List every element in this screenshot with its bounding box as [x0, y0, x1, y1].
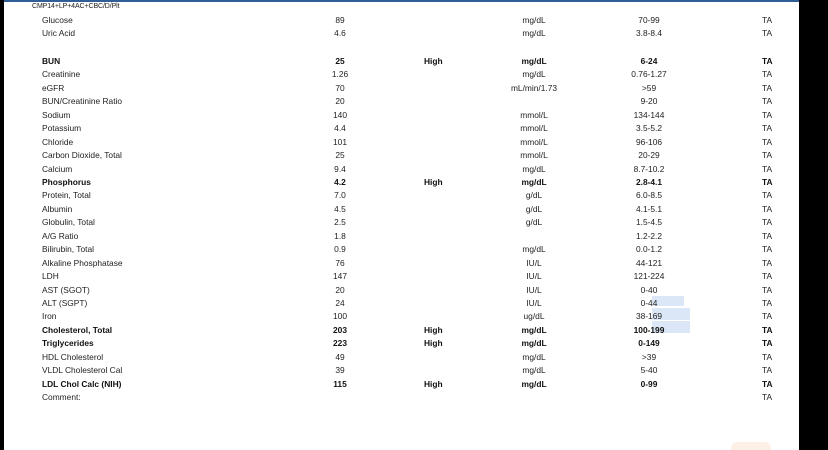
reference-range: 0-99: [640, 378, 658, 389]
test-name: ALT (SGPT): [42, 298, 88, 308]
test-name: HDL Cholesterol: [42, 351, 104, 362]
result-flag: High: [424, 338, 443, 349]
result-value: 4.4: [334, 123, 346, 134]
result-units: mg/dL: [522, 351, 546, 362]
table-row: [4, 351, 799, 364]
result-value: 49: [335, 351, 345, 362]
table-row: [4, 82, 799, 95]
lab-code: TA: [762, 351, 773, 362]
result-flag: High: [424, 324, 443, 335]
test-name: Bilirubin, Total: [42, 244, 94, 255]
header-rule: [4, 0, 799, 2]
result-units: mg/dL: [521, 176, 547, 187]
result-flag: High: [424, 176, 443, 187]
table-row: [4, 136, 799, 149]
test-name: BUN: [42, 55, 61, 66]
table-row: [4, 149, 799, 162]
lab-code: TA: [762, 378, 773, 389]
table-row: [4, 163, 799, 176]
table-row: [4, 378, 799, 391]
lab-code: TA: [762, 96, 773, 107]
result-value: 4.2: [334, 176, 346, 187]
test-name: Potassium: [42, 123, 82, 134]
test-name: Iron: [42, 311, 57, 322]
lab-code: TA: [762, 150, 773, 161]
lab-report-page: [4, 0, 799, 450]
result-units: mg/dL: [522, 365, 546, 376]
table-row: [4, 391, 799, 404]
reference-range: 100-199: [633, 324, 665, 335]
result-units: mmol/L: [520, 150, 548, 161]
result-units: g/dL: [525, 203, 543, 214]
result-value: 20: [335, 284, 345, 295]
lab-code: TA: [762, 284, 773, 295]
reference-range: 20-29: [638, 150, 660, 161]
result-value: 70: [335, 82, 345, 93]
table-row: [4, 68, 799, 81]
test-name: Creatinine: [42, 69, 81, 80]
reference-range: >39: [641, 351, 657, 362]
table-row: [4, 297, 799, 310]
result-value: 2.5: [334, 217, 346, 228]
result-value: 20: [335, 96, 345, 107]
reference-range: 2.8-4.1: [635, 176, 663, 187]
table-row: [4, 324, 799, 337]
lab-code: TA: [762, 311, 773, 322]
result-value: 25: [335, 150, 345, 161]
result-value: 24: [335, 298, 345, 308]
result-units: mg/dL: [522, 28, 546, 39]
lab-code: TA: [762, 176, 773, 187]
reference-range: 0-40: [640, 284, 658, 295]
reference-range: 9-20: [640, 96, 658, 107]
lab-code: TA: [762, 69, 773, 80]
reference-range: 5-40: [640, 365, 658, 376]
table-row: [4, 216, 799, 229]
reference-range: 1.2-2.2: [635, 230, 663, 241]
table-row: [4, 243, 799, 256]
scroll-corner: [731, 442, 771, 450]
lab-code: TA: [762, 136, 773, 147]
lab-code: TA: [762, 217, 773, 228]
reference-range: 44-121: [635, 257, 663, 268]
lab-code: TA: [762, 203, 773, 214]
reference-range: 0-149: [638, 338, 660, 349]
table-row: [4, 55, 799, 68]
test-name: Cholesterol, Total: [42, 324, 113, 335]
table-row: [4, 27, 799, 40]
reference-range: >59: [641, 82, 657, 93]
reference-range: 3.5-5.2: [635, 123, 663, 134]
table-row: [4, 337, 799, 350]
result-value: 203: [333, 324, 347, 335]
result-value: 147: [333, 271, 347, 282]
result-value: 100: [333, 311, 347, 322]
result-units: g/dL: [525, 190, 543, 201]
reference-range: 6-24: [640, 55, 658, 66]
lab-code: TA: [762, 190, 773, 201]
result-value: 101: [333, 136, 347, 147]
lab-code: TA: [762, 392, 773, 403]
test-name: Sodium: [42, 109, 71, 120]
reference-range: 134-144: [633, 109, 665, 120]
reference-range: 3.8-8.4: [635, 28, 663, 39]
result-units: mg/dL: [522, 15, 546, 25]
reference-range: 4.1-5.1: [635, 203, 663, 214]
lab-code: TA: [762, 298, 773, 308]
table-row: [4, 176, 799, 189]
result-units: mL/min/1.73: [510, 82, 558, 93]
test-name: eGFR: [42, 82, 65, 93]
result-units: mg/dL: [522, 69, 546, 80]
lab-code: TA: [762, 55, 773, 66]
result-units: g/dL: [525, 217, 543, 228]
test-name: AST (SGOT): [42, 284, 90, 295]
test-name: Chloride: [42, 136, 74, 147]
test-name: BUN/Creatinine Ratio: [42, 96, 123, 107]
result-value: 223: [333, 338, 347, 349]
table-row: [4, 257, 799, 270]
table-row: [4, 270, 799, 283]
result-value: 4.6: [334, 28, 346, 39]
result-value: 140: [333, 109, 347, 120]
result-flag: High: [424, 55, 443, 66]
test-name: A/G Ratio: [42, 230, 79, 241]
result-units: IU/L: [526, 257, 542, 268]
result-units: IU/L: [526, 284, 542, 295]
result-value: 7.0: [334, 190, 346, 201]
lab-code: TA: [762, 15, 773, 25]
test-name: Glucose: [42, 15, 73, 25]
table-row: [4, 364, 799, 377]
result-value: 115: [333, 378, 347, 389]
test-name: Uric Acid: [42, 28, 76, 39]
test-name: VLDL Cholesterol Cal: [42, 365, 123, 376]
result-units: mg/dL: [521, 378, 547, 389]
lab-code: TA: [762, 230, 773, 241]
lab-code: TA: [762, 365, 773, 376]
table-row: [4, 189, 799, 202]
result-units: ug/dL: [523, 311, 545, 322]
table-row: [4, 14, 799, 27]
table-row: [4, 122, 799, 135]
reference-range: 1.5-4.5: [635, 217, 663, 228]
reference-range: 121-224: [633, 271, 665, 282]
test-name: Triglycerides: [42, 338, 94, 349]
test-name: Calcium: [42, 163, 73, 174]
reference-range: 38-169: [635, 311, 663, 322]
lab-code: TA: [762, 109, 773, 120]
lab-code: TA: [762, 28, 773, 39]
result-units: mg/dL: [521, 324, 547, 335]
table-row: [4, 230, 799, 243]
result-value: 4.5: [334, 203, 346, 214]
lab-code: TA: [762, 82, 773, 93]
result-units: mg/dL: [521, 55, 547, 66]
lab-code: TA: [762, 163, 773, 174]
reference-range: 0.0-1.2: [635, 244, 663, 255]
result-value: 1.8: [334, 230, 346, 241]
lab-code: TA: [762, 123, 773, 134]
lab-code: TA: [762, 257, 773, 268]
test-name: Carbon Dioxide, Total: [42, 150, 122, 161]
result-units: IU/L: [526, 271, 542, 282]
table-row: [4, 310, 799, 323]
table-row: [4, 95, 799, 108]
reference-range: 70-99: [638, 15, 660, 25]
reference-range: 96-106: [635, 136, 663, 147]
result-units: mmol/L: [520, 123, 548, 134]
result-units: mmol/L: [520, 109, 548, 120]
reference-range: 8.7-10.2: [633, 163, 665, 174]
result-value: 89: [335, 15, 345, 25]
test-name: Albumin: [42, 203, 73, 214]
result-units: mg/dL: [522, 244, 546, 255]
test-name: LDL Chol Calc (NIH): [42, 378, 122, 389]
lab-code: TA: [762, 244, 773, 255]
reference-range: 0.76-1.27: [631, 69, 667, 80]
result-units: IU/L: [526, 298, 542, 308]
test-name: LDH: [42, 271, 59, 282]
result-units: mmol/L: [520, 136, 548, 147]
reference-range: 0-44: [640, 298, 658, 308]
result-value: 9.4: [334, 163, 346, 174]
table-row: [4, 109, 799, 122]
lab-code: TA: [762, 324, 773, 335]
table-row: [4, 203, 799, 216]
result-flag: High: [424, 378, 443, 389]
test-name: Alkaline Phosphatase: [42, 257, 123, 268]
lab-code: TA: [762, 338, 773, 349]
result-value: 25: [335, 55, 345, 66]
reference-range: 6.0-8.5: [635, 190, 663, 201]
table-row: [4, 284, 799, 297]
result-value: 0.9: [334, 244, 346, 255]
result-units: mg/dL: [522, 163, 546, 174]
result-units: mg/dL: [521, 338, 547, 349]
test-name: Globulin, Total: [42, 217, 95, 228]
result-value: 39: [335, 365, 345, 376]
lab-code: TA: [762, 271, 773, 282]
test-name: Comment:: [42, 392, 81, 403]
test-name: Protein, Total: [42, 190, 91, 201]
result-value: 76: [335, 257, 345, 268]
test-name: Phosphorus: [42, 176, 91, 187]
result-value: 1.26: [331, 69, 349, 80]
panel-title: CMP14+LP+4AC+CBC/D/Plt: [32, 3, 120, 10]
